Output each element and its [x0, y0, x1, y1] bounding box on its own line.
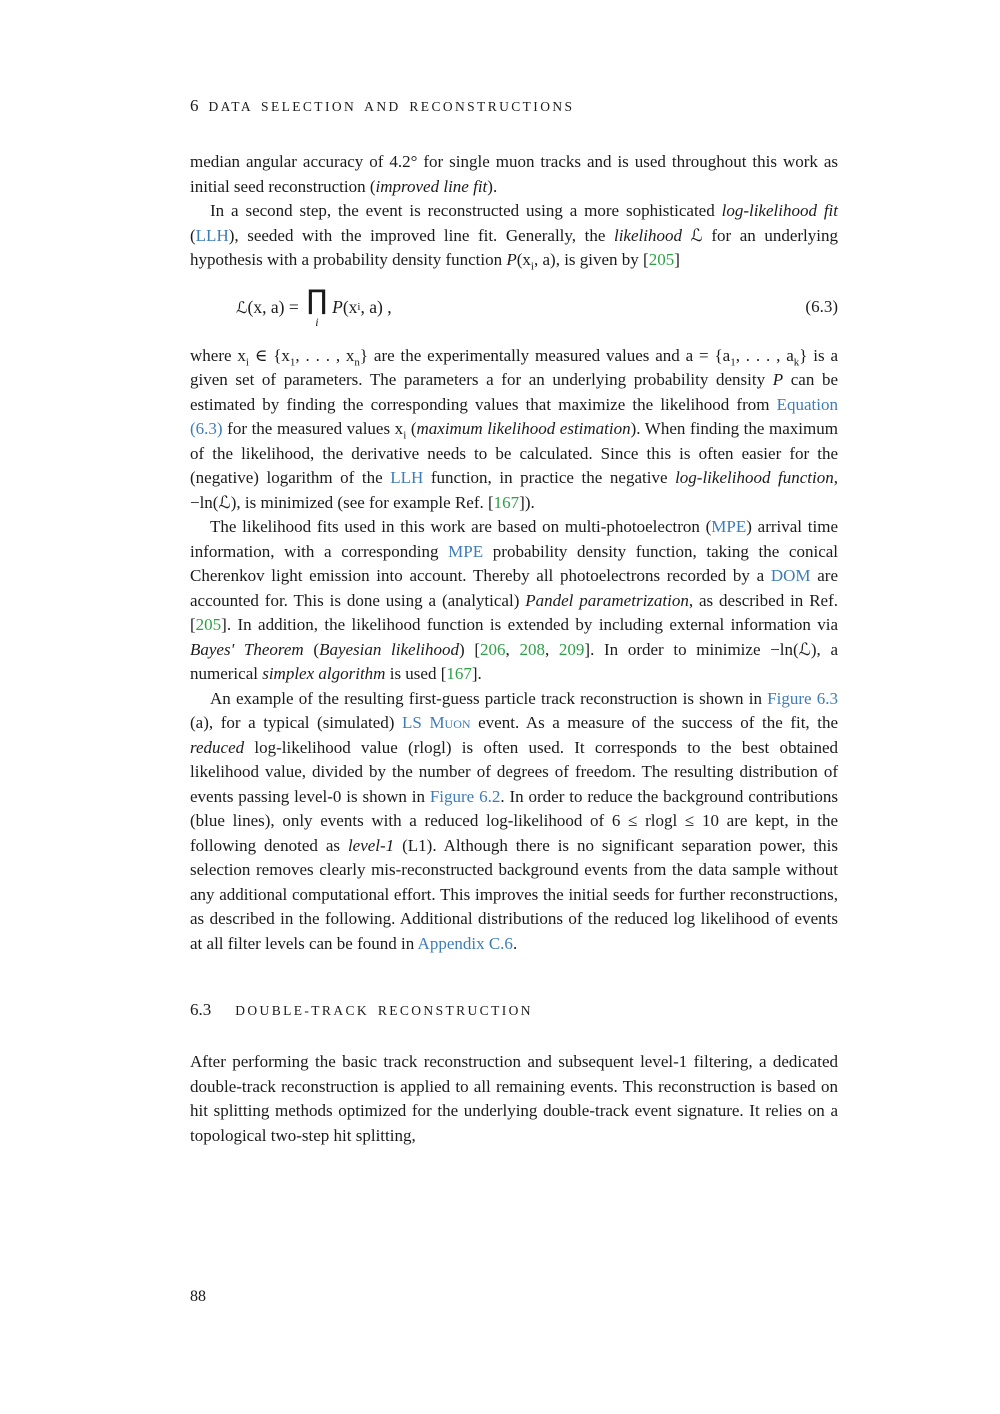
citation-link[interactable]: 205 [648, 250, 675, 269]
text-run: ) [ [459, 639, 481, 659]
emphasis-text: P [772, 370, 784, 389]
text-run: ℒ for an underlying hypothesis with a probability density function [190, 225, 839, 269]
paragraph-container [190, 687, 838, 957]
text-run: ( [406, 419, 417, 438]
subscript: 1 [289, 355, 296, 368]
text-run: event. As a measure of the success of the fit, the [470, 713, 839, 732]
text-run: ). When finding the maximum of the likelihood, the derivative needs to be calculated. Since this is often easier for the (negative) logarithm of the [190, 419, 838, 487]
text-run: , a), is given by [ [533, 250, 649, 269]
paragraph [190, 1050, 838, 1148]
ref-link[interactable]: MPE [711, 517, 747, 536]
ref-link[interactable]: LLH [390, 468, 424, 487]
text-run: median angular accuracy of 4.2° for single muon tracks and is used throughout this work as initial seed reconstruction ( [190, 152, 838, 196]
text-run: ). [487, 176, 498, 196]
product-subscript: i [315, 314, 319, 329]
text-run: ]. [471, 664, 482, 683]
emphasis-text: simplex algorithm [262, 664, 386, 683]
paragraph [190, 687, 838, 957]
subscript: i [245, 355, 249, 368]
paragraph-container [190, 515, 838, 687]
citation-link[interactable]: 208 [519, 639, 545, 659]
subscript: 1 [730, 355, 736, 368]
text-run: ( [190, 225, 196, 245]
subscript: k [793, 355, 800, 368]
paragraph [190, 199, 838, 273]
paragraph-container [190, 199, 838, 273]
product-symbol: ∏ [306, 284, 328, 316]
citation-link[interactable]: 167 [446, 664, 472, 683]
emphasis-text: improved line fit [375, 176, 488, 196]
product-operator [306, 284, 328, 329]
ref-link[interactable]: DOM [770, 566, 811, 585]
equation-number: (6.3) [805, 297, 838, 316]
emphasis-text: log-likelihood function [675, 468, 834, 487]
text-run: The likelihood fits used in this work are based on multi-photoelectron ( [210, 517, 712, 536]
text-run: probability density function, taking the conical Cherenkov light emission into account. Thereby all photoelectrons recorded by a [190, 541, 839, 585]
paragraph-container [190, 150, 838, 199]
text-run: is used [ [385, 664, 447, 683]
chapter-number: 6 [190, 96, 199, 115]
text-run: , [505, 639, 520, 659]
paragraph-container [190, 1050, 838, 1148]
paragraph [190, 515, 838, 687]
text-run: can be estimated by finding the corresponding values that maximize the likelihood from [190, 370, 838, 414]
text-run: function, in practice the negative [423, 468, 676, 487]
text-run: . [512, 933, 518, 953]
paragraph [190, 150, 838, 199]
text-run: } are the experimentally measured values and a = {a [359, 345, 731, 365]
emphasis-text: maximum likelihood estimation [416, 419, 631, 438]
emphasis-text: likelihood [613, 225, 682, 245]
text-run: are accounted for. This is done using a (analytical) [190, 566, 838, 610]
subscript: i [530, 260, 534, 273]
section-number: 6.3 [190, 1000, 212, 1019]
subscript: n [354, 355, 360, 368]
ref-link[interactable]: MPE [448, 541, 484, 561]
text-run: (x [516, 250, 531, 269]
emphasis-text: level-1 [347, 835, 395, 855]
ref-link[interactable]: Equation (6.3) [190, 394, 838, 438]
equation-rhs: (x [342, 296, 358, 317]
text-run: After performing the basic track reconstruction and subsequent level-1 filtering, a dedicated double-track reconstruction is applied to all remaining events. This reconstruction is based on hit splitting methods optimized for the underlying double-track event signature. It relies on a topological two-step hit splitting, [190, 1052, 838, 1145]
section-heading [190, 1000, 838, 1020]
text-run: . In order to reduce the background contributions (blue lines), only events with a reduced log-likelihood of 6 ≤ rlogl ≤ 10 are kept, in the following denoted as [190, 786, 838, 855]
text-run: for the measured values x [222, 419, 404, 438]
emphasis-text: Bayesian likelihood [319, 639, 460, 659]
citation-link[interactable]: 209 [558, 639, 585, 659]
ref-link[interactable]: LS Muon [402, 713, 471, 732]
equation-rhs-end: , a) , [360, 296, 392, 317]
emphasis-text: Pandel parametrization [525, 590, 689, 610]
text-run: ( [303, 639, 320, 659]
running-header [190, 96, 838, 116]
text-run: In a second step, the event is reconstructed using a more sophisticated [210, 201, 722, 220]
equation-body: ℒ (x, a) = ∏ i P (x i , a) , [236, 284, 392, 329]
ref-link[interactable]: Appendix C.6 [417, 933, 513, 953]
text-run: } is a given set of parameters. The parameters a for an underlying probability density [190, 345, 838, 389]
emphasis-text: log-likelihood fit [721, 201, 839, 220]
text-run: ] [674, 250, 680, 269]
text-run: ) arrival time information, with a corresponding [190, 517, 838, 561]
text-run: (L1). Although there is no significant separation power, this selection removes clearly mis-reconstructed background events from the data sample without any additional computational effort. This improves the initial seeds for further reconstructions, as described in the following. Additional distributions of the reduced log likelihood of events at all filter levels can be found in [190, 835, 838, 953]
emphasis-text: Bayes' Theorem [190, 639, 304, 659]
text-run: , −ln(ℒ), is minimized (see for example Ref. [ [190, 468, 838, 512]
equation-lhs: (x, a) = [247, 296, 299, 317]
text-run: ]. In addition, the likelihood function is extended by including external information via [221, 615, 838, 634]
section-title: DOUBLE-TRACK RECONSTRUCTION [235, 1003, 533, 1018]
text-column [190, 96, 838, 1148]
text-run: ]). [519, 492, 535, 512]
page-number: 88 [190, 1288, 206, 1305]
text-run: , [544, 639, 559, 659]
text-run: , as described in Ref. [ [190, 590, 838, 634]
ref-link[interactable]: Figure 6.2 [429, 786, 501, 806]
pdf-symbol: P [332, 296, 343, 317]
text-run: log-likelihood value (rlogl) is often used. It corresponds to the best obtained likelihood value, divided by the number of degrees of freedom. The resulting distribution of events passing level-0 is shown in [190, 737, 838, 806]
text-run: , . . . , x [295, 345, 355, 365]
text-run: where x [190, 345, 246, 365]
equation [190, 284, 838, 329]
script-L: ℒ [236, 297, 248, 317]
text-run: ), seeded with the improved line fit. Generally, the [228, 225, 614, 245]
emphasis-text: reduced [190, 737, 245, 757]
text-run: (a), for a typical (simulated) [190, 713, 403, 732]
text-run: An example of the resulting first-guess particle track reconstruction is shown in [210, 688, 768, 708]
text-run: , . . . , a [735, 345, 794, 365]
ref-link[interactable]: Figure 6.3 [767, 688, 838, 708]
text-run: ∈ {x [248, 345, 290, 365]
text-run: ]. In order to minimize −ln(ℒ), a numerical [190, 639, 839, 683]
paragraph-container [190, 344, 838, 516]
chapter-title: DATA SELECTION AND RECONSTRUCTIONS [208, 99, 575, 114]
paragraph [190, 344, 838, 516]
citation-link[interactable]: 206 [480, 639, 506, 659]
citation-link[interactable]: 167 [493, 492, 520, 512]
citation-link[interactable]: 205 [195, 615, 222, 634]
subscript: i [403, 429, 407, 442]
ref-link[interactable]: LLH [195, 225, 229, 245]
emphasis-text: P [506, 250, 517, 269]
